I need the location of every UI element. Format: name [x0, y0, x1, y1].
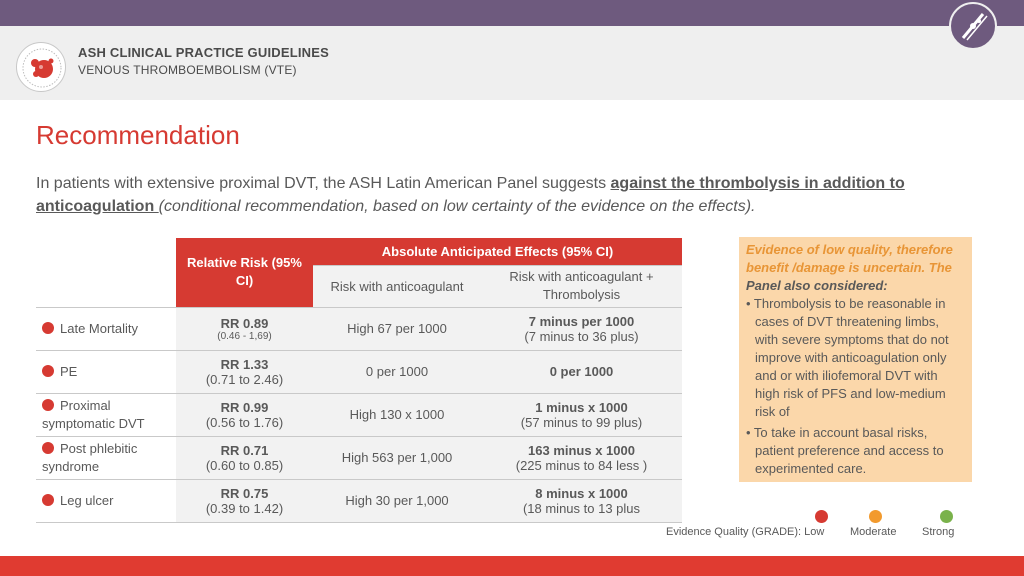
- intro-lead: In patients with extensive proximal DVT, the ASH Latin American Panel suggests: [36, 175, 611, 192]
- risk-cell: High 563 per 1,000: [313, 436, 481, 479]
- rr-ci: (0.39 to 1.42): [205, 500, 284, 516]
- page-title: Recommendation: [36, 120, 240, 150]
- effect-value: 1 minus x 1000: [535, 399, 628, 415]
- top-bar: [0, 0, 1024, 26]
- header-results: Results (Quality of Evidence): [36, 238, 176, 307]
- outcome-cell: [36, 393, 176, 436]
- effect-cell: [481, 479, 682, 522]
- table-header-row: [36, 238, 682, 265]
- effect-ci: (225 minus to 84 less ): [515, 457, 648, 473]
- legend-low-dot: [815, 510, 828, 523]
- rr-cell: [176, 479, 313, 522]
- legend-strong-dot: [940, 510, 953, 523]
- effect-ci: (18 minus to 13 plus: [522, 500, 641, 516]
- rr-ci: (0.46 - 1,69): [217, 330, 272, 342]
- brand-subtitle: VENOUS THROMBOEMBOLISM (VTE): [78, 63, 297, 77]
- legend-moderate-label: Moderate: [850, 526, 897, 538]
- legend-moderate-dot: [869, 510, 882, 523]
- risk-cell: High 67 per 1000: [313, 307, 481, 350]
- outcome-label: Proximal symptomatic DVT: [42, 397, 145, 431]
- table-row: [36, 307, 682, 350]
- quality-low-dot: [42, 494, 54, 506]
- effect-value: 0 per 1000: [549, 364, 614, 379]
- outcome-cell: [36, 307, 176, 350]
- rr-value: RR 1.33: [220, 356, 269, 372]
- outcome-cell: [36, 479, 176, 522]
- blood-cells-icon: [17, 43, 67, 93]
- rr-value: RR 0.75: [220, 485, 269, 501]
- header-absolute-effects: Absolute Anticipated Effects (95% CI): [313, 238, 682, 265]
- rr-value: RR 0.99: [220, 399, 269, 415]
- table-row: [36, 350, 682, 393]
- list-item: • Thrombolysis to be reasonable in cases of DVT threatening limbs, with severe symptoms that do not improve with anticoagulation only and or with iliofemoral DVT with high risk of PFS and low-medium risk of: [746, 296, 949, 419]
- effect-cell: [481, 350, 682, 393]
- effect-ci: (57 minus to 99 plus): [520, 414, 643, 430]
- rr-cell: [176, 436, 313, 479]
- header-risk-anticoag: Risk with anticoagulant: [313, 265, 481, 307]
- list-item: • To take in account basal risks, patient preference and access to experimented care.: [746, 425, 944, 476]
- header-risk-anticoag-thrombo: Risk with anticoagulant + Thrombolysis: [481, 265, 682, 307]
- effect-value: 163 minus x 1000: [528, 442, 635, 458]
- ash-logo: [16, 42, 66, 92]
- recommendation-text: [36, 172, 986, 218]
- evidence-table: [36, 238, 682, 523]
- bottom-bar: [0, 556, 1024, 576]
- risk-cell: 0 per 1000: [313, 350, 481, 393]
- rr-value: RR 0.89: [220, 315, 269, 331]
- rr-cell: [176, 307, 313, 350]
- table-row: [36, 436, 682, 479]
- quality-low-dot: [42, 442, 54, 454]
- effect-ci: (7 minus to 36 plus): [524, 328, 639, 344]
- outcome-label: Late Mortality: [60, 321, 139, 336]
- rr-cell: [176, 393, 313, 436]
- table-row: [36, 393, 682, 436]
- outcome-label: Post phlebitic syndrome: [42, 440, 138, 474]
- outcome-label: PE: [60, 364, 78, 379]
- note-list: [746, 295, 965, 478]
- table-row: [36, 479, 682, 522]
- outcome-cell: [36, 436, 176, 479]
- legend-low-label: Evidence Quality (GRADE): Low: [666, 526, 825, 538]
- intro-emphasis: against the thrombolysis in addition to anticoagulation: [36, 175, 905, 215]
- rr-ci: (0.71 to 2.46): [205, 371, 284, 387]
- panel-considerations-box: [739, 237, 972, 482]
- effect-value: 7 minus per 1000: [528, 313, 635, 329]
- risk-cell: High 130 x 1000: [313, 393, 481, 436]
- risk-cell: High 30 per 1,000: [313, 479, 481, 522]
- header: [0, 26, 1024, 100]
- header-relative-risk: Relative Risk (95% CI): [176, 238, 313, 307]
- quality-low-dot: [42, 365, 54, 377]
- intro-qualifier: (conditional recommendation, based on low certainty of the evidence on the effects).: [158, 198, 756, 215]
- rr-ci: (0.56 to 1.76): [205, 414, 284, 430]
- outcome-cell: [36, 350, 176, 393]
- note-subheading: Panel also considered:: [746, 278, 888, 293]
- quality-low-dot: [42, 399, 54, 411]
- effect-cell: [481, 393, 682, 436]
- vte-badge: [949, 2, 997, 50]
- outcome-label: Leg ulcer: [60, 493, 114, 508]
- note-heading: Evidence of low quality, therefore benefit /damage is uncertain. The: [746, 242, 953, 275]
- rr-cell: [176, 350, 313, 393]
- vein-icon: [951, 4, 995, 48]
- effect-value: 8 minus x 1000: [535, 485, 628, 501]
- effect-cell: [481, 307, 682, 350]
- legend-strong-label: Strong: [922, 526, 955, 538]
- effect-cell: [481, 436, 682, 479]
- rr-ci: (0.60 to 0.85): [205, 457, 284, 473]
- quality-low-dot: [42, 322, 54, 334]
- brand-title: ASH CLINICAL PRACTICE GUIDELINES: [78, 45, 330, 60]
- rr-value: RR 0.71: [220, 442, 269, 458]
